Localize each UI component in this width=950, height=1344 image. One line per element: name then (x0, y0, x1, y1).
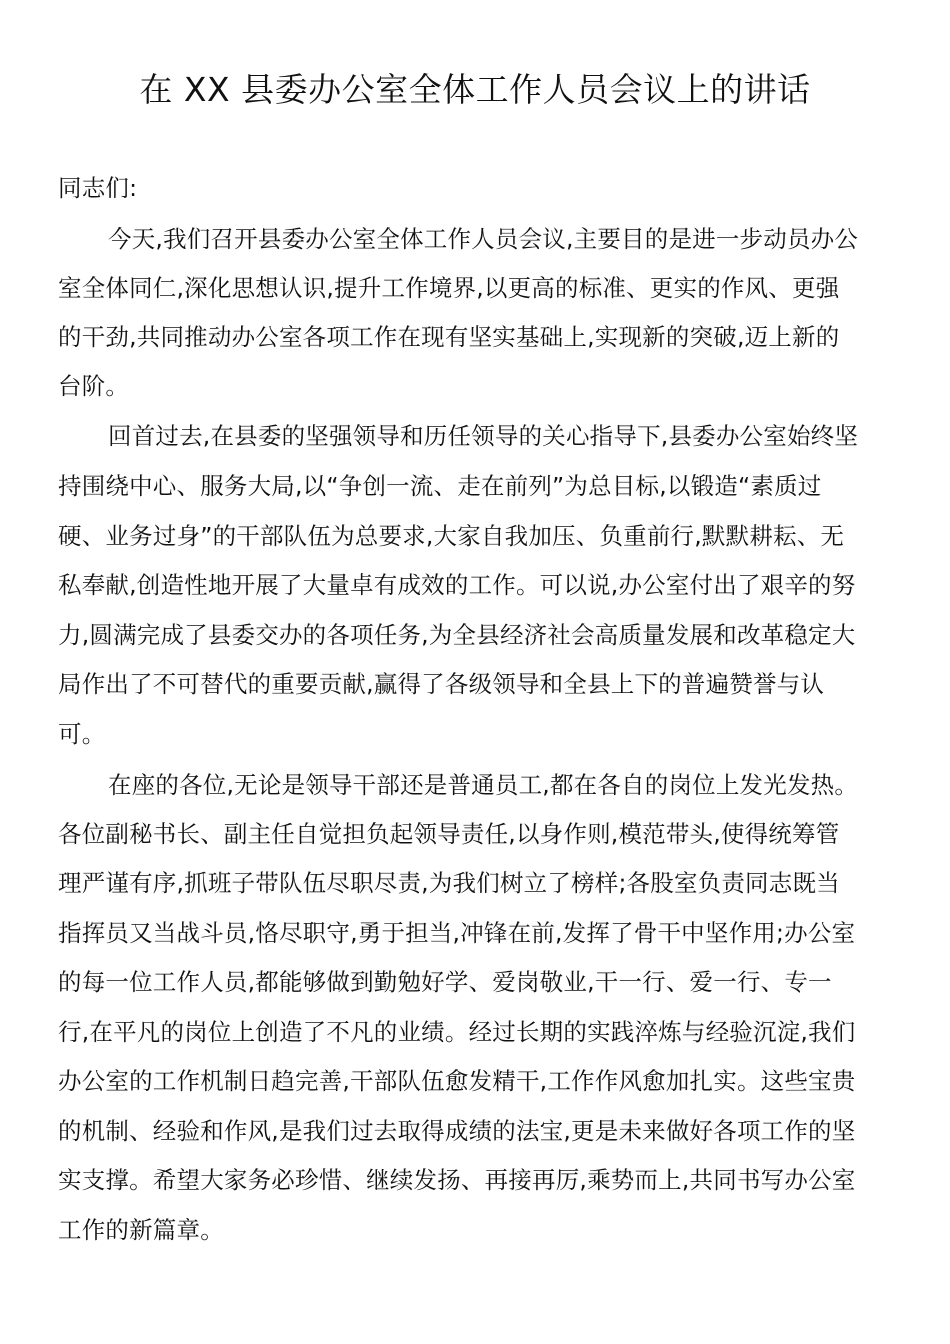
paragraph-line: 各位副秘书长、副主任自觉担负起领导责任,以身作则,模范带头,使得统筹管 (58, 820, 840, 848)
paragraph-line: 在座的各位,无论是领导干部还是普通员工,都在各自的岗位上发光发热。 (108, 771, 859, 799)
paragraph-line: 的干劲,共同推动办公室各项工作在现有坚实基础上,实现新的突破,迈上新的 (58, 323, 840, 351)
paragraph-line: 持围绕中心、服务大局,以“争创一流、走在前列”为总目标,以锻造“素质过 (58, 472, 822, 500)
paragraph-line: 私奉献,创造性地开展了大量卓有成效的工作。可以说,办公室付出了艰辛的努 (58, 571, 856, 599)
paragraph-line: 工作的新篇章。 (58, 1216, 224, 1244)
paragraph-line: 今天,我们召开县委办公室全体工作人员会议,主要目的是进一步动员办公 (108, 225, 859, 253)
paragraph-line: 指挥员又当战斗员,恪尽职守,勇于担当,冲锋在前,发挥了骨干中坚作用;办公室 (58, 919, 856, 947)
paragraph-line: 回首过去,在县委的坚强领导和历任领导的关心指导下,县委办公室始终坚 (108, 422, 859, 450)
salutation: 同志们: (58, 174, 138, 202)
paragraph-line: 室全体同仁,深化思想认识,提升工作境界,以更高的标准、更实的作风、更强 (58, 274, 840, 302)
paragraph-line: 实支撑。希望大家务必珍惜、继续发扬、再接再厉,乘势而上,共同书写办公室 (58, 1166, 856, 1194)
paragraph-line: 办公室的工作机制日趋完善,干部队伍愈发精干,工作作风愈加扎实。这些宝贵 (58, 1067, 856, 1095)
paragraph-line: 可。 (58, 720, 106, 748)
paragraph-line: 理严谨有序,抓班子带队伍尽职尽责,为我们树立了榜样;各股室负责同志既当 (58, 869, 840, 897)
paragraph-line: 力,圆满完成了县委交办的各项任务,为全县经济社会高质量发展和改革稳定大 (58, 621, 856, 649)
paragraph-line: 局作出了不可替代的重要贡献,赢得了各级领导和全县上下的普遍赞誉与认 (58, 670, 825, 698)
paragraph-line: 的机制、经验和作风,是我们过去取得成绩的法宝,更是未来做好各项工作的坚 (58, 1117, 856, 1145)
paragraph-line: 行,在平凡的岗位上创造了不凡的业绩。经过长期的实践淬炼与经验沉淀,我们 (58, 1018, 856, 1046)
paragraph-line: 硬、业务过身”的干部队伍为总要求,大家自我加压、负重前行,默默耕耘、无 (58, 522, 845, 550)
paragraph-line: 的每一位工作人员,都能够做到勤勉好学、爱岗敬业,干一行、爱一行、专一 (58, 968, 832, 996)
document-title: 在 XX 县委办公室全体工作人员会议上的讲话 (139, 70, 811, 109)
paragraph-line: 台阶。 (58, 372, 130, 400)
